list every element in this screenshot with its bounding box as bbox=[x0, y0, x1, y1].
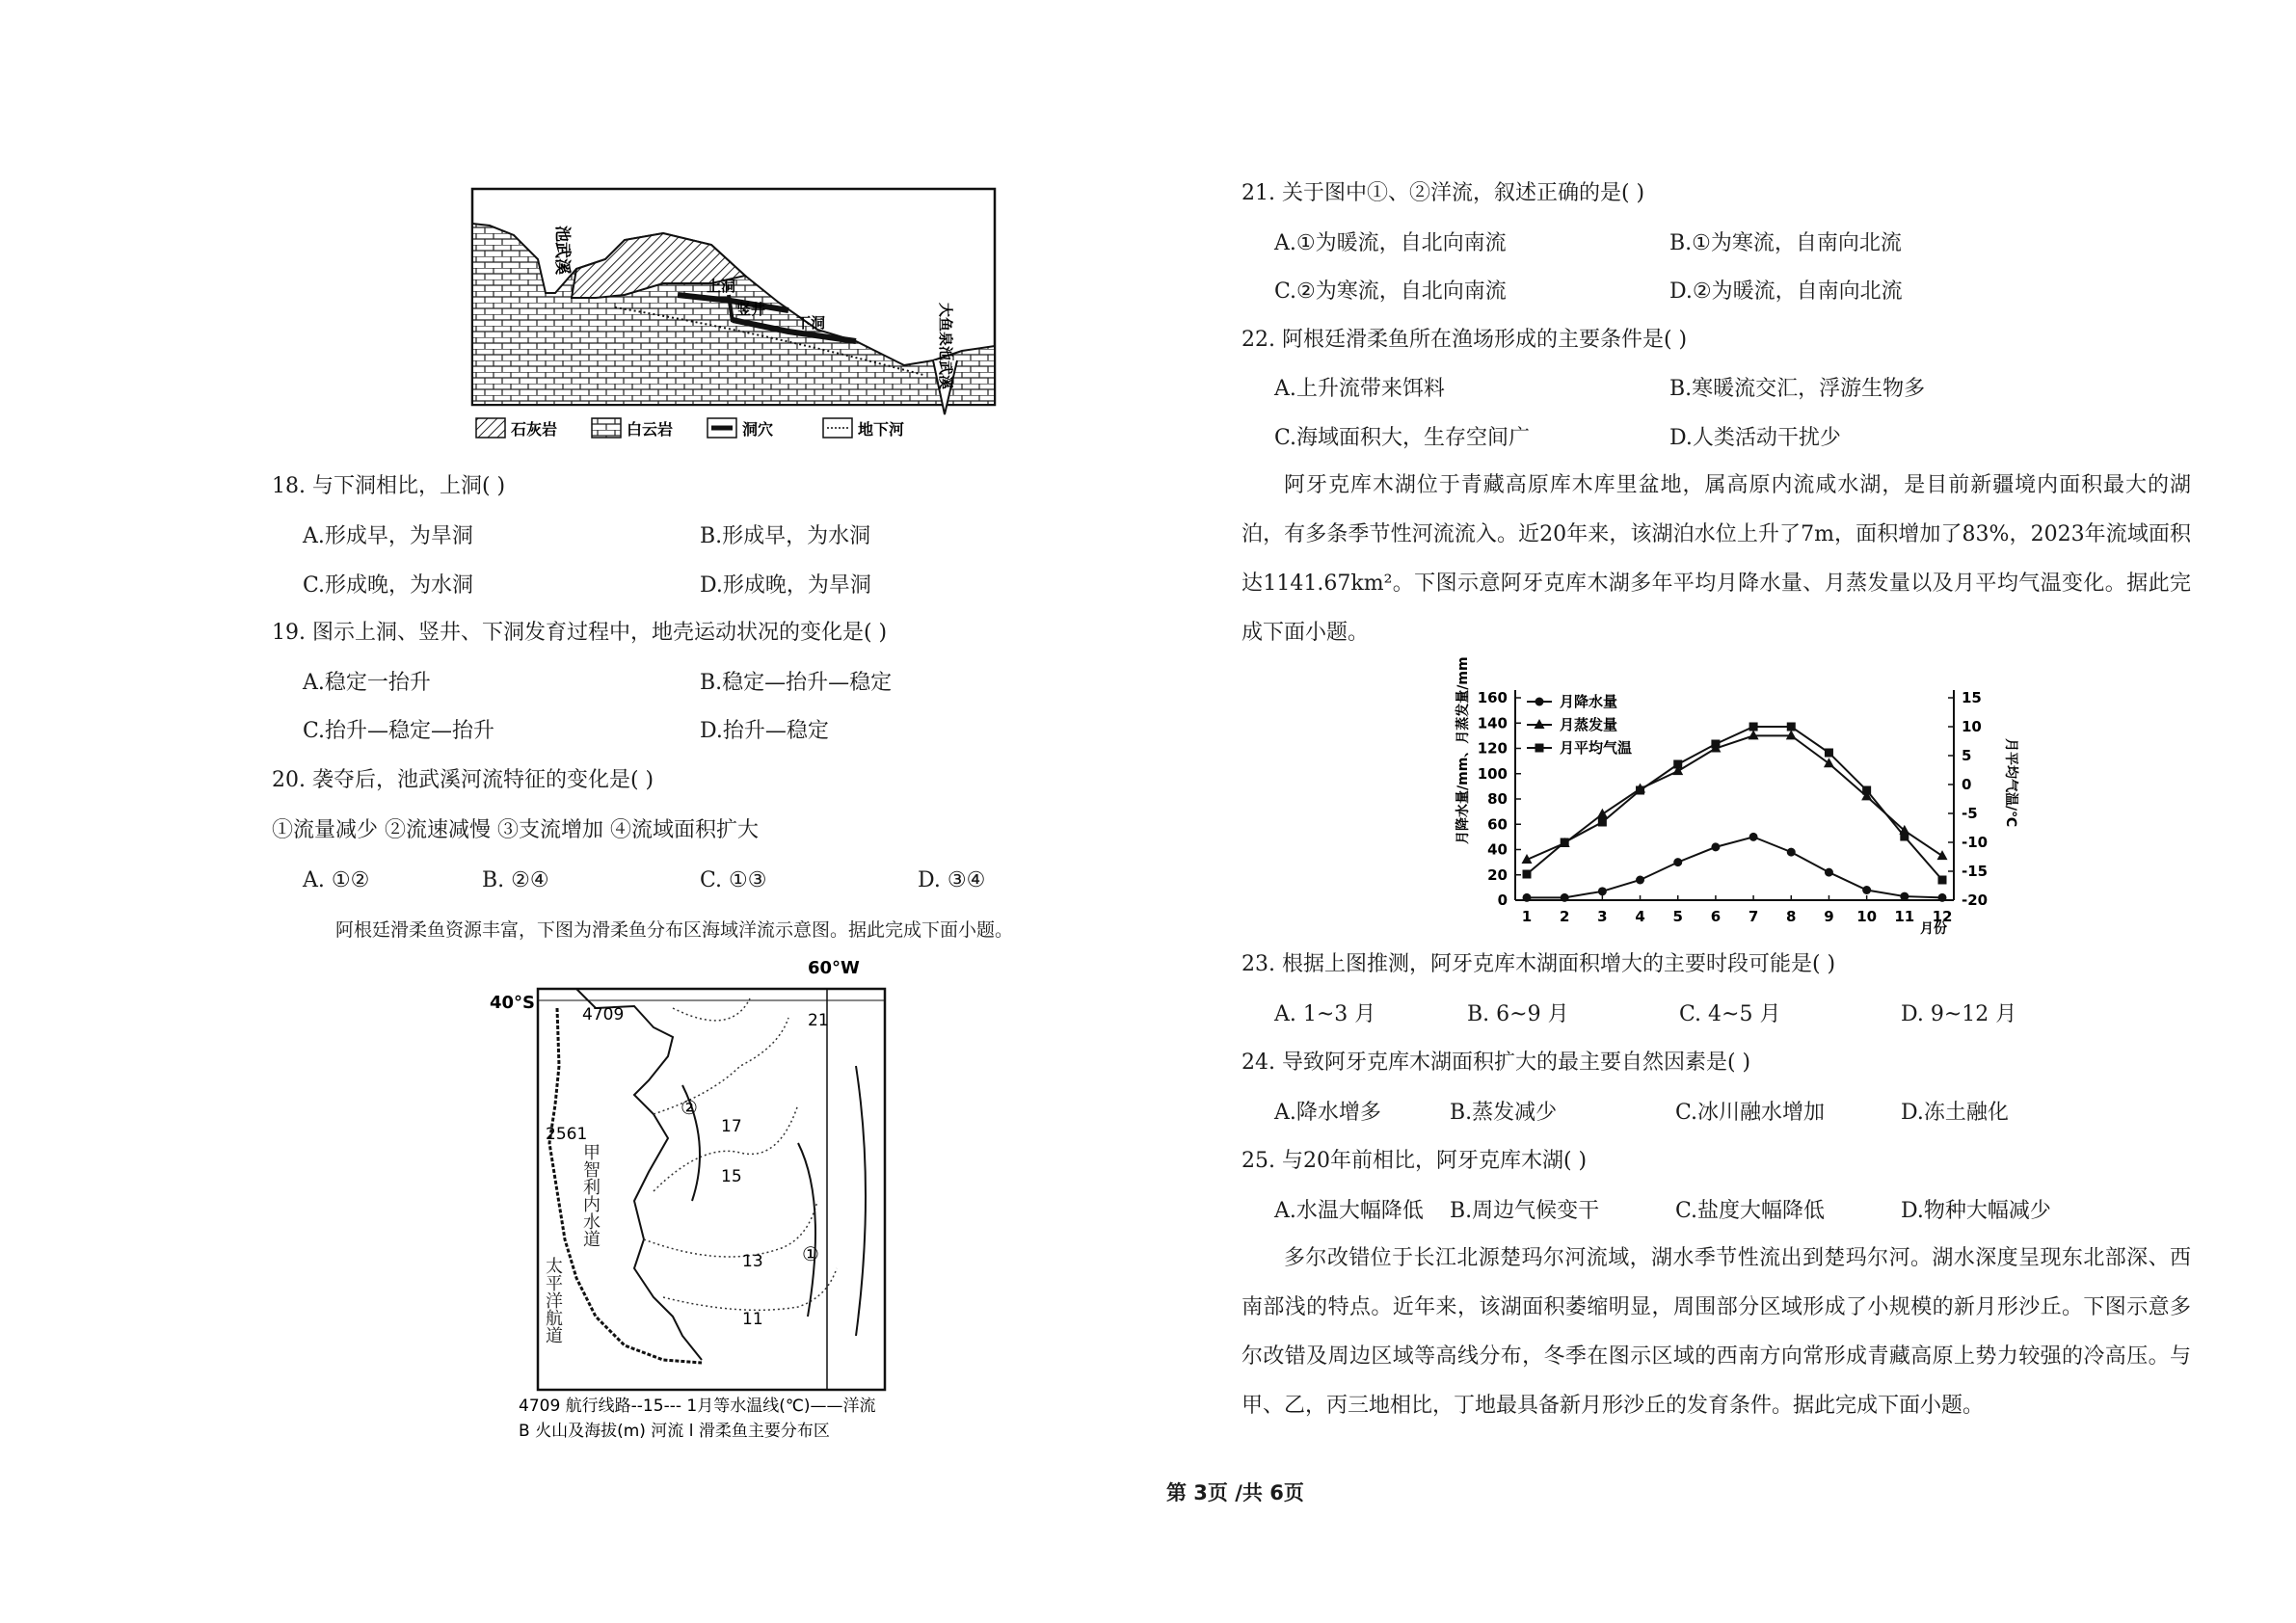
q24-option-c[interactable]: C.冰川融水增加 bbox=[1675, 1101, 1826, 1125]
chile-channel-label: 甲智利内水道 bbox=[580, 1143, 601, 1247]
q22-option-c[interactable]: C.海域面积大，生存空间广 bbox=[1274, 426, 1531, 450]
x-tick-label: 12 bbox=[1932, 908, 1953, 925]
y-tick-label-left: 0 bbox=[1497, 891, 1508, 909]
left-column bbox=[268, 179, 1164, 1451]
y-tick-label-left: 140 bbox=[1477, 714, 1508, 732]
q21-stem: 21. 关于图中①、②洋流，叙述正确的是( ) bbox=[1241, 181, 1645, 205]
y-tick-label-right: -15 bbox=[1962, 863, 1989, 880]
y-tick-label-right: 10 bbox=[1962, 718, 1982, 735]
precip-point bbox=[1749, 833, 1758, 841]
q18-option-b[interactable]: B.形成早，为水洞 bbox=[700, 524, 871, 548]
temp-point bbox=[1636, 786, 1644, 795]
legend-cave: 洞穴 bbox=[742, 420, 774, 439]
map-legend-line2: B 火山及海拔(m) 河流 l 滑柔鱼主要分布区 bbox=[519, 1422, 830, 1441]
cave-section-figure bbox=[470, 187, 997, 447]
intro-squid: 阿根廷滑柔鱼资源丰富，下图为滑柔鱼分布区海域洋流示意图。据此完成下面小题。 bbox=[335, 919, 1014, 941]
q20-option-a[interactable]: A. ①② bbox=[303, 868, 370, 892]
temp-point bbox=[1711, 740, 1720, 749]
x-tick-label: 8 bbox=[1786, 908, 1797, 925]
current-1-label: ① bbox=[802, 1242, 819, 1265]
q21-option-d[interactable]: D.②为暖流，自南向北流 bbox=[1669, 279, 1903, 304]
y-tick-label-left: 80 bbox=[1487, 790, 1508, 808]
q23-option-d[interactable]: D. 9~12 月 bbox=[1901, 1002, 2017, 1026]
series-line-1 bbox=[1527, 837, 1942, 897]
q21-option-c[interactable]: C.②为寒流，自北向南流 bbox=[1274, 279, 1507, 304]
y-tick-label-right: -10 bbox=[1962, 834, 1989, 851]
precip-point bbox=[1561, 893, 1569, 902]
legend-marker bbox=[1535, 744, 1544, 753]
evap-point bbox=[1597, 809, 1608, 818]
volcano-4709-label: 4709 bbox=[582, 1005, 625, 1024]
precip-point bbox=[1636, 876, 1644, 885]
q25-stem: 25. 与20年前相比，阿牙克库木湖( ) bbox=[1241, 1149, 1588, 1173]
legend-label: 月蒸发量 bbox=[1560, 716, 1618, 733]
y-axis-label-right: 月平均气温/℃ bbox=[2003, 738, 2018, 828]
y-tick-label-left: 100 bbox=[1477, 764, 1508, 783]
q22-option-a[interactable]: A.上升流带来饵料 bbox=[1274, 377, 1445, 401]
q22-stem: 22. 阿根廷滑柔鱼所在渔场形成的主要条件是( ) bbox=[1241, 328, 1688, 352]
intro-dorge: 多尔改错位于长江北源楚玛尔河流域，湖水季节性流出到楚玛尔河。湖水深度呈现东北部深、西南部浅的特点。近年来，该湖面积萎缩明显，周围部分区域形成了小规模的新月形沙丘。下图示意多尔改错及周边区域等高线分布，冬季在图示区域的西南方向常形成青藏高原上势力较强的冷高压。与甲、乙，丙三地相比，丁地最具备新月形沙丘的发育条件。据此完成下面小题。 bbox=[1241, 1246, 2191, 1418]
isotherm-17-label: 17 bbox=[721, 1117, 742, 1136]
isotherm-13-label: 13 bbox=[742, 1252, 763, 1271]
intro-lake: 阿牙克库木湖位于青藏高原库木库里盆地，属高原内流咸水湖，是目前新疆境内面积最大的湖泊，有多条季节性河流流入。近20年来，该湖泊水位上升了7m，面积增加了83%，2023年流域面积达1141.67km²。下图示意阿牙克库木湖多年平均月降水量、月蒸发量以及月平均气温变化。据此完成下面小题。 bbox=[1241, 473, 2191, 645]
x-tick-label: 4 bbox=[1635, 908, 1645, 925]
q25-option-b[interactable]: B.周边气候变干 bbox=[1450, 1199, 1600, 1223]
q24-stem: 24. 导致阿牙克库木湖面积扩大的最主要自然因素是( ) bbox=[1241, 1051, 1751, 1075]
q22-option-d[interactable]: D.人类活动干扰少 bbox=[1669, 426, 1841, 450]
temp-point bbox=[1561, 838, 1569, 847]
lon-label: 60°W bbox=[808, 958, 860, 978]
y-tick-label-right: 0 bbox=[1962, 776, 1972, 793]
page-footer: 第 3页 /共 6页 bbox=[1166, 1481, 1304, 1504]
chiwuxi-label: 池武溪 bbox=[552, 226, 572, 275]
q25-option-c[interactable]: C.盐度大幅降低 bbox=[1675, 1199, 1826, 1223]
temp-point bbox=[1523, 870, 1532, 879]
q23-option-b[interactable]: B. 6~9 月 bbox=[1467, 1002, 1569, 1026]
y-tick-label-right: 15 bbox=[1962, 689, 1982, 706]
precip-point bbox=[1900, 892, 1909, 901]
legend-dolomite: 白云岩 bbox=[627, 420, 674, 439]
q19-option-d[interactable]: D.抬升—稳定 bbox=[700, 719, 829, 743]
y-tick-label-right: 5 bbox=[1962, 747, 1972, 764]
precip-point bbox=[1598, 887, 1607, 895]
q24-option-d[interactable]: D.冻土融化 bbox=[1901, 1101, 2009, 1125]
y-tick-label-left: 160 bbox=[1477, 689, 1508, 706]
temp-point bbox=[1900, 833, 1909, 841]
x-tick-label: 6 bbox=[1710, 908, 1722, 925]
q18-option-a[interactable]: A.形成早，为旱洞 bbox=[303, 524, 473, 548]
precip-point bbox=[1862, 886, 1871, 894]
q20-option-c[interactable]: C. ①③ bbox=[700, 868, 767, 892]
q20-stem: 20. 袭夺后，池武溪河流特征的变化是( ) bbox=[272, 768, 654, 792]
legend-limestone: 石灰岩 bbox=[511, 420, 558, 439]
isotherm-11-label: 11 bbox=[742, 1310, 763, 1329]
legend-marker bbox=[1535, 698, 1544, 706]
current-2-label: ② bbox=[681, 1096, 698, 1119]
right-column bbox=[1236, 179, 2190, 1451]
q25-option-d[interactable]: D.物种大幅减少 bbox=[1901, 1199, 2051, 1223]
y-axis-label-left: 月降水量/mm、月蒸发量/mm bbox=[1455, 656, 1471, 844]
x-tick-label: 3 bbox=[1597, 908, 1608, 925]
q23-stem: 23. 根据上图推测，阿牙克库木湖面积增大的主要时段可能是( ) bbox=[1241, 952, 1836, 976]
q19-stem: 19. 图示上洞、竖井、下洞发育过程中，地壳运动状况的变化是( ) bbox=[272, 621, 888, 645]
q24-option-b[interactable]: B.蒸发减少 bbox=[1450, 1101, 1558, 1125]
dolomite-legend-swatch bbox=[592, 418, 621, 438]
q20-items: ①流量减少 ②流速减慢 ③支流增加 ④流域面积扩大 bbox=[272, 818, 759, 842]
y-tick-label-right: -20 bbox=[1962, 891, 1989, 909]
precip-point bbox=[1673, 858, 1682, 866]
x-tick-label: 10 bbox=[1856, 908, 1878, 925]
temp-point bbox=[1673, 760, 1682, 769]
shaft-label: 竖井 bbox=[736, 301, 766, 318]
y-tick-label-left: 40 bbox=[1487, 840, 1508, 859]
temp-point bbox=[1749, 723, 1758, 732]
legend-label: 月平均气温 bbox=[1560, 739, 1633, 757]
y-tick-label-left: 60 bbox=[1487, 815, 1508, 834]
current-map-figure bbox=[490, 950, 981, 1447]
q18-stem: 18. 与下洞相比，上洞( ) bbox=[272, 474, 506, 498]
x-tick-label: 9 bbox=[1824, 908, 1834, 925]
temp-point bbox=[1825, 749, 1833, 758]
precip-point bbox=[1711, 842, 1720, 851]
legend-underground-river: 地下河 bbox=[858, 420, 905, 439]
lat-label: 40°S bbox=[490, 993, 536, 1013]
q19-option-b[interactable]: B.稳定—抬升—稳定 bbox=[700, 671, 893, 695]
q20-option-d[interactable]: D. ③④ bbox=[918, 868, 986, 892]
q23-option-a[interactable]: A. 1~3 月 bbox=[1274, 1002, 1376, 1026]
upper-cave-label: 上洞 bbox=[707, 278, 736, 295]
precip-point bbox=[1825, 868, 1833, 877]
x-tick-label: 2 bbox=[1559, 908, 1570, 925]
y-tick-label-right: -5 bbox=[1962, 805, 1978, 822]
y-tick-label-left: 120 bbox=[1477, 739, 1508, 758]
precip-point bbox=[1787, 848, 1796, 857]
volcano-2561-label: 2561 bbox=[546, 1125, 588, 1144]
climate-chart bbox=[1455, 656, 2036, 939]
temp-point bbox=[1862, 786, 1871, 795]
x-tick-label: 1 bbox=[1521, 908, 1533, 925]
lower-cave-label: 下洞 bbox=[796, 314, 826, 332]
temp-point bbox=[1598, 818, 1607, 827]
q23-option-c[interactable]: C. 4~5 月 bbox=[1679, 1002, 1781, 1026]
x-tick-label: 7 bbox=[1748, 908, 1759, 925]
q18-option-c[interactable]: C.形成晚，为水洞 bbox=[303, 573, 474, 598]
map-legend-line1: 4709 航行线路--15--- 1月等水温线(℃)——洋流 bbox=[519, 1397, 876, 1416]
limestone-legend-swatch bbox=[476, 418, 505, 438]
x-tick-label: 5 bbox=[1672, 908, 1683, 925]
q24-option-a[interactable]: A.降水增多 bbox=[1274, 1101, 1381, 1125]
evap-point bbox=[1824, 758, 1834, 767]
q19-option-c[interactable]: C.抬升—稳定—抬升 bbox=[303, 719, 495, 743]
x-axis-label: 月份 bbox=[1920, 921, 1947, 937]
evap-point bbox=[1937, 850, 1948, 860]
q22-option-b[interactable]: B.寒暖流交汇，浮游生物多 bbox=[1669, 377, 1926, 401]
spring-label: 大鱼泉池武溪 bbox=[937, 303, 954, 390]
precip-point bbox=[1938, 893, 1947, 902]
q18-option-d[interactable]: D.形成晚，为旱洞 bbox=[700, 573, 871, 598]
temp-point bbox=[1787, 723, 1796, 732]
q21-option-b[interactable]: B.①为寒流，自南向北流 bbox=[1669, 231, 1902, 255]
q19-option-a[interactable]: A.稳定一抬升 bbox=[303, 671, 431, 695]
temp-point bbox=[1938, 876, 1947, 885]
q21-option-a[interactable]: A.①为暖流，自北向南流 bbox=[1274, 231, 1507, 255]
q20-option-b[interactable]: B. ②④ bbox=[482, 868, 549, 892]
y-tick-label-left: 20 bbox=[1487, 865, 1508, 884]
precip-point bbox=[1523, 893, 1532, 902]
isotherm-15-label: 15 bbox=[721, 1167, 742, 1186]
x-tick-label: 11 bbox=[1894, 908, 1915, 925]
isotherm-21-label: 21 bbox=[808, 1011, 829, 1030]
pacific-route-label: 太平洋航道 bbox=[543, 1257, 563, 1344]
q25-option-a[interactable]: A.水温大幅降低 bbox=[1274, 1199, 1424, 1223]
legend-label: 月降水量 bbox=[1560, 693, 1618, 710]
